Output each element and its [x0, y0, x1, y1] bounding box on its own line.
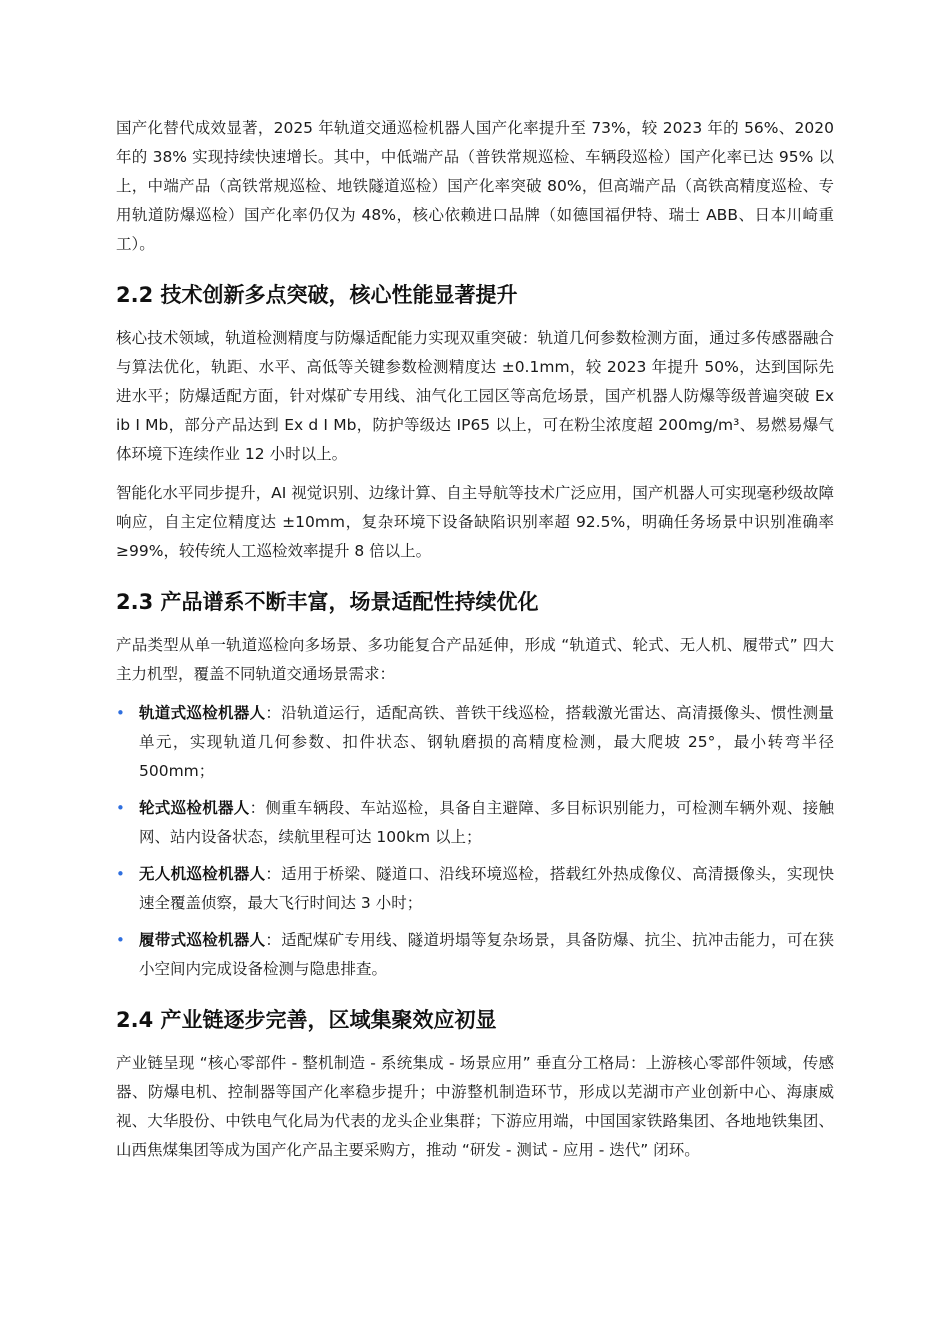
- bullet-dot-icon: •: [116, 931, 125, 949]
- bullet-dot-icon: •: [116, 865, 125, 883]
- list-item-term: 轮式巡检机器人: [139, 799, 250, 817]
- bullet-dot-icon: •: [116, 704, 125, 722]
- list-item: [116, 926, 834, 984]
- intro-paragraph: 国产化替代成效显著，2025 年轨道交通巡检机器人国产化率提升至 73%，较 2023 年的 56%、2020 年的 38% 实现持续快速增长。其中，中低端产品（普铁常规巡检、车辆段巡检）国产化率已达 95% 以上，中端产品（高铁常规巡检、地铁隧道巡检）国产化率突破 80%，但高端产品（高铁高精度巡检、专用轨道防爆巡检）国产化率仍仅为 48%，核心依赖进口品牌（如德国福伊特、瑞士 ABB、日本川崎重工）。: [116, 119, 834, 253]
- section-2-3-paragraph-1: 产品类型从单一轨道巡检向多场景、多功能复合产品延伸，形成 “轨道式、轮式、无人机、履带式” 四大主力机型，覆盖不同轨道交通场景需求：: [116, 636, 834, 683]
- robot-type-list: [116, 699, 834, 984]
- section-2-2-paragraph-1: 核心技术领域，轨道检测精度与防爆适配能力实现双重突破：轨道几何参数检测方面，通过多传感器融合与算法优化，轨距、水平、高低等关键参数检测精度达 ±0.1mm，较 2023 年提升 50%，达到国际先进水平；防爆适配方面，针对煤矿专用线、油气化工园区等高危场景，国产机器人防爆等级普遍突破 Ex ib I Mb，部分产品达到 Ex d I Mb，防护等级达 IP65 以上，可在粉尘浓度超 200mg/m³、易燃易爆气体环境下连续作业 12 小时以上。: [116, 329, 834, 463]
- section-2-2-paragraph-2: 智能化水平同步提升，AI 视觉识别、边缘计算、自主导航等技术广泛应用，国产机器人可实现毫秒级故障响应，自主定位精度达 ±10mm，复杂环境下设备缺陷识别率超 92.5%，明确任务场景中识别准确率≥99%，较传统人工巡检效率提升 8 倍以上。: [116, 484, 834, 560]
- list-item: [116, 860, 834, 918]
- section-2-4-paragraph-1: 产业链呈现 “核心零部件 - 整机制造 - 系统集成 - 场景应用” 垂直分工格局：上游核心零部件领域，传感器、防爆电机、控制器等国产化率稳步提升；中游整机制造环节，形成以芜湖市产业创新中心、海康威视、大华股份、中铁电气化局为代表的龙头企业集群；下游应用端，中国国家铁路集团、各地地铁集团、山西焦煤集团等成为国产化产品主要采购方，推动 “研发 - 测试 - 应用 - 迭代” 闭环。: [116, 1054, 834, 1159]
- list-item-text: ：沿轨道运行，适配高铁、普铁干线巡检，搭载激光雷达、高清摄像头、惯性测量单元，实现轨道几何参数、扣件状态、钢轨磨损的高精度检测，最大爬坡 25°，最小转弯半径 500mm；: [139, 704, 834, 780]
- list-item-text: ：侧重车辆段、车站巡检，具备自主避障、多目标识别能力，可检测车辆外观、接触网、站内设备状态，续航里程可达 100km 以上；: [139, 799, 834, 846]
- list-item-term: 无人机巡检机器人: [139, 865, 266, 883]
- section-2-4-heading: 2.4 产业链逐步完善，区域集聚效应初显: [116, 1008, 497, 1032]
- list-item-term: 履带式巡检机器人: [139, 931, 266, 949]
- bullet-dot-icon: •: [116, 799, 125, 817]
- section-2-2-heading: 2.2 技术创新多点突破，核心性能显著提升: [116, 283, 518, 307]
- list-item: [116, 699, 834, 786]
- section-2-3-heading: 2.3 产品谱系不断丰富，场景适配性持续优化: [116, 590, 539, 614]
- list-item-term: 轨道式巡检机器人: [139, 704, 266, 722]
- list-item-text: ：适配煤矿专用线、隧道坍塌等复杂场景，具备防爆、抗尘、抗冲击能力，可在狭小空间内完成设备检测与隐患排查。: [139, 931, 834, 978]
- list-item-text: ：适用于桥梁、隧道口、沿线环境巡检，搭载红外热成像仪、高清摄像头，实现快速全覆盖侦察，最大飞行时间达 3 小时；: [139, 865, 834, 912]
- list-item: [116, 794, 834, 852]
